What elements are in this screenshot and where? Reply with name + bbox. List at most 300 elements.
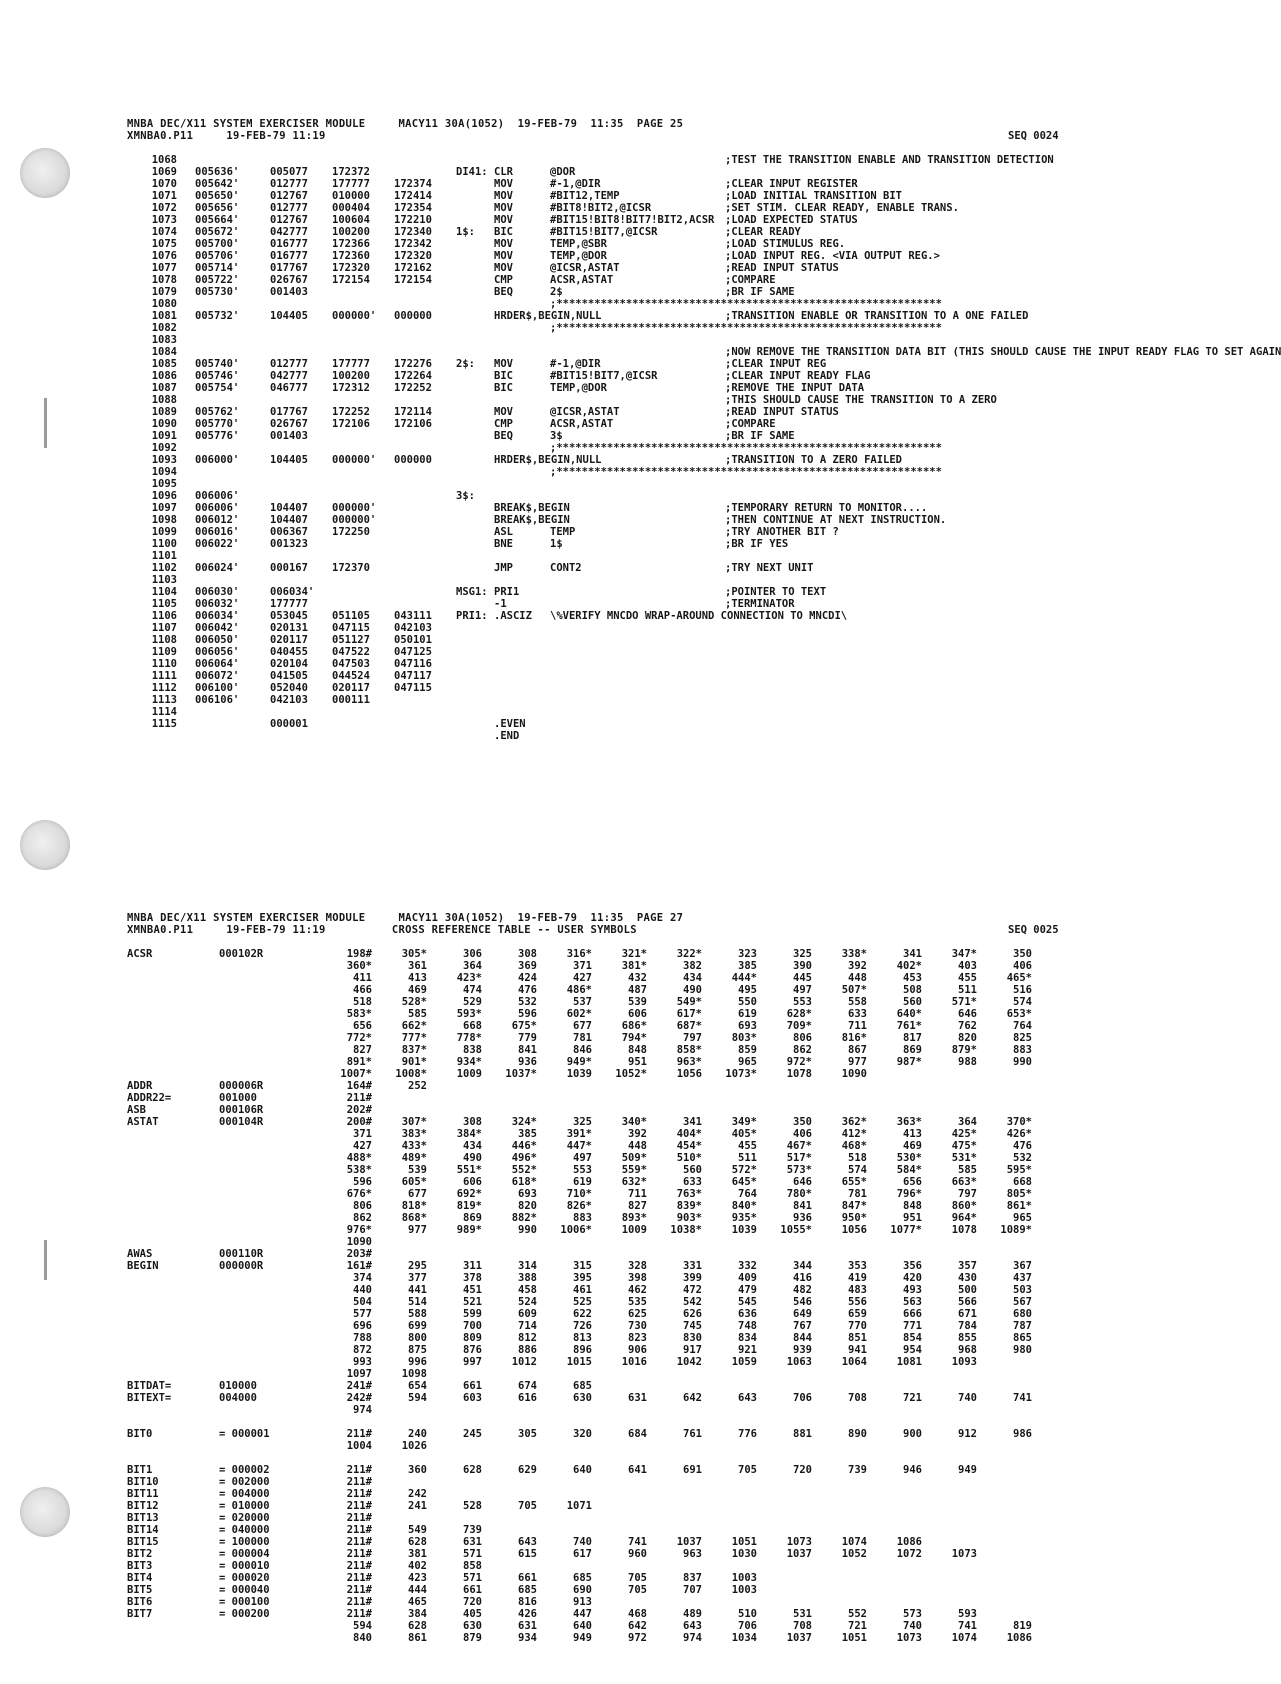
reference-line-number: 1009 [456,1068,482,1080]
line-number: 1079 [151,286,177,298]
word3: 043111 [394,610,432,622]
reference-line-number: 546 [793,1296,812,1308]
reference-line-number: 550 [738,996,757,1008]
reference-line-number: 560 [903,996,922,1008]
reference-line-number: 454* [676,1140,702,1152]
address: 005642' [195,178,240,190]
word3: 172414 [394,190,432,202]
reference-line-number: 1052 [841,1548,867,1560]
reference-line-number: 539 [628,996,647,1008]
reference-line-number: 740 [573,1536,592,1548]
reference-line-number: 710* [566,1188,592,1200]
word2: 172366 [332,238,370,250]
reference-line-number: 571* [951,996,977,1008]
line-number: 1084 [151,346,177,358]
punch-hole [20,148,70,198]
reference-line-number: 741 [958,1620,977,1632]
reference-line-number: 483 [848,1284,867,1296]
listing-line [127,178,1281,190]
symbol-name: ASB [127,1104,146,1116]
listing-line [127,274,1281,286]
reference-line-number: 412* [841,1128,867,1140]
word1: 016777 [270,250,308,262]
reference-line-number: 674 [518,1380,537,1392]
opcode: BEQ [494,286,513,298]
word2: 000000' [332,454,377,466]
reference-line-number: 840 [353,1632,372,1644]
word1: 042777 [270,370,308,382]
opcode: BIC [494,226,513,238]
reference-line-number: 395 [573,1272,592,1284]
address: 005776' [195,430,240,442]
reference-line-number: 817 [903,1032,922,1044]
reference-line-number: 677 [408,1188,427,1200]
reference-list [317,1260,1032,1272]
reference-line-number: 384* [456,1128,482,1140]
reference-line-number: 493 [903,1284,922,1296]
reference-line-number: 331 [683,1260,702,1272]
address: 005722' [195,274,240,286]
reference-line-number: 426 [518,1608,537,1620]
listing-line [127,202,1281,214]
reference-line-number: 619 [738,1008,757,1020]
reference-line-number: 954 [903,1344,922,1356]
word1: 012767 [270,214,308,226]
line-number: 1095 [151,478,177,490]
reference-line-number: 490 [683,984,702,996]
reference-line-number: 867 [848,1044,867,1056]
reference-line-number: 968 [958,1344,977,1356]
reference-line-number: 211# [346,1092,372,1104]
reference-line-number: 350 [793,1116,812,1128]
reference-line-number: 344 [793,1260,812,1272]
reference-list [317,1032,1032,1044]
address: 006100' [195,682,240,694]
reference-line-number: 390 [793,960,812,972]
listing-line [127,718,1281,730]
reference-line-number: 307* [401,1116,427,1128]
reference-line-number: 532 [518,996,537,1008]
reference-line-number: 986 [1013,1428,1032,1440]
reference-line-number: 357 [958,1260,977,1272]
symbol-name: BIT6 [127,1596,153,1608]
comment: ;LOAD STIMULUS REG. [725,238,846,250]
reference-line-number: 446* [511,1140,537,1152]
operand: 2$ [550,286,563,298]
reference-line-number: 858 [463,1560,482,1572]
reference-line-number: 794* [621,1032,647,1044]
reference-line-number: 690 [573,1584,592,1596]
reference-line-number: 411 [353,972,372,984]
word1: 053045 [270,610,308,622]
reference-line-number: 830 [683,1332,702,1344]
symbol-value: 004000 [219,1392,257,1404]
reference-line-number: 211# [346,1488,372,1500]
symbol-value: = 000100 [219,1596,270,1608]
reference-line-number: 453 [903,972,922,984]
word1: 104407 [270,502,308,514]
word2: 172370 [332,562,370,574]
reference-line-number: 686* [621,1020,647,1032]
word3: 047117 [394,670,432,682]
reference-line-number: 711 [848,1020,867,1032]
reference-line-number: 628 [408,1536,427,1548]
reference-line-number: 663* [951,1176,977,1188]
reference-line-number: 572* [731,1164,757,1176]
reference-line-number: 972* [786,1056,812,1068]
line-number: 1114 [151,706,177,718]
reference-line-number: 584* [896,1164,922,1176]
address: 005636' [195,166,240,178]
reference-line-number: 518 [353,996,372,1008]
reference-line-number: 321* [621,948,647,960]
reference-line-number: 1051 [731,1536,757,1548]
page-header-line1: MNBA DEC/X11 SYSTEM EXERCISER MODULE MACY11 30A(1052) 19-FEB-79 11:35 PAGE 27 [127,912,684,924]
line-number: 1113 [151,694,177,706]
reference-line-number: 552* [511,1164,537,1176]
reference-line-number: 676* [346,1188,372,1200]
reference-line-number: 558 [848,996,867,1008]
reference-line-number: 965 [738,1056,757,1068]
listing-line [127,226,1281,238]
reference-list [317,1296,1032,1308]
operand: ACSR,ASTAT [550,418,614,430]
reference-line-number: 1051 [841,1632,867,1644]
line-number: 1086 [151,370,177,382]
opcode: MOV [494,250,513,262]
reference-line-number: 585 [408,1008,427,1020]
opcode: BREAK$,BEGIN [494,502,570,514]
symbol-name: BEGIN [127,1260,159,1272]
symbol-value: = 000200 [219,1608,270,1620]
reference-line-number: 447* [566,1140,592,1152]
reference-line-number: 332 [738,1260,757,1272]
reference-line-number: 629 [518,1464,537,1476]
reference-line-number: 630 [463,1620,482,1632]
comment: ;LOAD EXPECTED STATUS [725,214,858,226]
symbol-name: BITEXT= [127,1392,172,1404]
reference-line-number: 989* [456,1224,482,1236]
reference-line-number: 315 [573,1260,592,1272]
opcode: ASL [494,526,513,538]
address: 006042' [195,622,240,634]
label: 3$: [456,490,475,502]
reference-list [317,1308,1032,1320]
reference-list [317,1428,1032,1440]
reference-line-number: 402 [408,1560,427,1572]
reference-line-number: 552 [848,1608,867,1620]
reference-line-number: 646 [793,1176,812,1188]
symbol-value: = 040000 [219,1524,270,1536]
reference-line-number: 585 [958,1164,977,1176]
line-number: 1115 [151,718,177,730]
reference-line-number: 467* [786,1140,812,1152]
reference-line-number: 883 [573,1212,592,1224]
reference-line-number: 509* [621,1152,647,1164]
listing-line [127,502,1281,514]
line-number: 1099 [151,526,177,538]
reference-line-number: 886 [518,1344,537,1356]
reference-line-number: 632* [621,1176,647,1188]
reference-line-number: 642 [628,1620,647,1632]
reference-line-number: 465 [408,1596,427,1608]
reference-line-number: 384 [408,1608,427,1620]
line-number: 1100 [151,538,177,550]
symbol-value: = 000004 [219,1548,270,1560]
listing-line [127,466,1281,478]
reference-line-number: 605* [401,1176,427,1188]
reference-line-number: 1078 [786,1068,812,1080]
reference-line-number: 913 [573,1596,592,1608]
reference-line-number: 671 [958,1308,977,1320]
reference-line-number: 496* [511,1152,537,1164]
opcode: CMP [494,274,513,286]
reference-line-number: 1003 [731,1584,757,1596]
reference-line-number: 381* [621,960,647,972]
comment: ;TEMPORARY RETURN TO MONITOR.... [725,502,928,514]
reference-line-number: 341 [903,948,922,960]
word1: 001323 [270,538,308,550]
symbol-name: BIT14 [127,1524,159,1536]
symbol-name: BIT5 [127,1584,153,1596]
reference-line-number: 1008* [395,1068,427,1080]
listing-line [127,214,1281,226]
reference-line-number: 537 [573,996,592,1008]
reference-line-number: 252 [408,1080,427,1092]
word3: 047115 [394,682,432,694]
word3: 172342 [394,238,432,250]
reference-line-number: 859 [738,1044,757,1056]
punch-holes [0,0,100,1684]
comment: ;TERMINATOR [725,598,795,610]
reference-line-number: 510* [676,1152,702,1164]
reference-line-number: 486* [566,984,592,996]
line-number: 1109 [151,646,177,658]
reference-line-number: 602* [566,1008,592,1020]
reference-line-number: 1007* [340,1068,372,1080]
reference-line-number: 594 [353,1620,372,1632]
reference-line-number: 841 [518,1044,537,1056]
reference-line-number: 1073* [725,1068,757,1080]
reference-line-number: 964* [951,1212,977,1224]
reference-line-number: 865 [1013,1332,1032,1344]
reference-line-number: 823 [628,1332,647,1344]
reference-line-number: 476 [1013,1140,1032,1152]
reference-line-number: 211# [346,1548,372,1560]
reference-line-number: 630 [573,1392,592,1404]
reference-line-number: 848 [903,1200,922,1212]
reference-line-number: 316* [566,948,592,960]
word1: 104405 [270,310,308,322]
reference-line-number: 350 [1013,948,1032,960]
word1: 104407 [270,514,308,526]
reference-line-number: 996 [408,1356,427,1368]
line-number: 1103 [151,574,177,586]
listing-line [127,334,1281,346]
opcode: JMP [494,562,513,574]
reference-line-number: 403 [958,960,977,972]
reference-line-number: 708 [848,1392,867,1404]
reference-line-number: 444* [731,972,757,984]
reference-line-number: 705 [628,1572,647,1584]
reference-line-number: 305 [518,1428,537,1440]
reference-line-number: 631 [518,1620,537,1632]
word1: 041505 [270,670,308,682]
reference-list [317,1200,1032,1212]
reference-list [317,1332,1032,1344]
reference-list [317,1392,1032,1404]
listing-line [127,586,1281,598]
reference-line-number: 949 [958,1464,977,1476]
reference-line-number: 1056 [841,1224,867,1236]
reference-line-number: 426* [1006,1128,1032,1140]
reference-line-number: 862 [793,1044,812,1056]
reference-line-number: 356 [903,1260,922,1272]
word3: 172264 [394,370,432,382]
reference-list [317,1008,1032,1020]
reference-line-number: 500 [958,1284,977,1296]
address: 006016' [195,526,240,538]
line-number: 1077 [151,262,177,274]
listing-line [127,370,1281,382]
reference-line-number: 901* [401,1056,427,1068]
reference-line-number: 583* [346,1008,372,1020]
word1: 177777 [270,598,308,610]
symbol-value: = 010000 [219,1500,270,1512]
line-number: 1070 [151,178,177,190]
listing-line [127,598,1281,610]
reference-line-number: 626 [683,1308,702,1320]
reference-line-number: 685 [573,1380,592,1392]
opcode: MOV [494,262,513,274]
reference-line-number: 761 [683,1428,702,1440]
reference-line-number: 553 [573,1164,592,1176]
reference-line-number: 708 [793,1620,812,1632]
reference-line-number: 437 [1013,1272,1032,1284]
reference-line-number: 551* [456,1164,482,1176]
line-number: 1073 [151,214,177,226]
reference-line-number: 934* [456,1056,482,1068]
reference-line-number: 1073 [786,1536,812,1548]
word2: 047522 [332,646,370,658]
line-number: 1075 [151,238,177,250]
reference-line-number: 976* [346,1224,372,1236]
reference-line-number: 974 [683,1632,702,1644]
scan-mark [44,1240,47,1280]
reference-line-number: 603 [463,1392,482,1404]
reference-line-number: 965 [1013,1212,1032,1224]
reference-line-number: 692* [456,1188,482,1200]
reference-list [317,984,1032,996]
reference-line-number: 424 [518,972,537,984]
symbol-value: 000110R [219,1248,264,1260]
reference-line-number: 726 [573,1320,592,1332]
reference-list [317,1116,1032,1128]
reference-list [317,1164,1032,1176]
word3: 000000 [394,310,432,322]
reference-line-number: 666 [903,1308,922,1320]
line-number: 1111 [151,670,177,682]
listing-line [127,610,1281,622]
reference-list [317,1272,1032,1284]
reference-line-number: 1074 [841,1536,867,1548]
symbol-name: BIT4 [127,1572,153,1584]
opcode: MOV [494,178,513,190]
reference-list [317,1224,1032,1236]
operand: 1$ [550,538,563,550]
comment: ;TRANSITION ENABLE OR TRANSITION TO A ONE FAILED [725,310,1029,322]
word3: 000000 [394,454,432,466]
reference-line-number: 388 [518,1272,537,1284]
reference-line-number: 489 [683,1608,702,1620]
reference-line-number: 385 [518,1128,537,1140]
reference-line-number: 675* [511,1020,537,1032]
reference-line-number: 423* [456,972,482,984]
reference-line-number: 764 [738,1188,757,1200]
reference-line-number: 906 [628,1344,647,1356]
reference-list [317,1536,922,1548]
line-number: 1102 [151,562,177,574]
word3: 172374 [394,178,432,190]
reference-line-number: 837* [401,1044,427,1056]
reference-line-number: 349* [731,1116,757,1128]
reference-line-number: 1090 [346,1236,372,1248]
reference-line-number: 917 [683,1344,702,1356]
comment: ;CLEAR INPUT REG [725,358,827,370]
opcode: .EVEN [494,718,526,730]
word1: 026767 [270,274,308,286]
reference-line-number: 606 [463,1176,482,1188]
address: 005732' [195,310,240,322]
reference-line-number: 797 [683,1032,702,1044]
symbol-name: BIT3 [127,1560,153,1572]
reference-line-number: 951 [628,1056,647,1068]
reference-line-number: 445 [793,972,812,984]
reference-line-number: 677 [573,1020,592,1032]
reference-line-number: 827 [353,1044,372,1056]
symbol-value: 000000R [219,1260,264,1272]
comment: ;CLEAR READY [725,226,801,238]
reference-line-number: 993 [353,1356,372,1368]
reference-line-number: 430 [958,1272,977,1284]
word1: 006367 [270,526,308,538]
listing-line [127,478,1281,490]
reference-line-number: 420 [903,1272,922,1284]
line-number: 1094 [151,466,177,478]
operand: #BIT15!BIT8!BIT7!BIT2,ACSR [550,214,715,226]
reference-line-number: 963 [683,1548,702,1560]
reference-line-number: 640* [896,1008,922,1020]
reference-line-number: 514 [408,1296,427,1308]
reference-line-number: 997 [463,1356,482,1368]
comment: ;LOAD INITIAL TRANSITION BIT [725,190,903,202]
reference-line-number: 503 [1013,1284,1032,1296]
reference-line-number: 819* [456,1200,482,1212]
reference-line-number: 458 [518,1284,537,1296]
reference-line-number: 353 [848,1260,867,1272]
reference-line-number: 872 [353,1344,372,1356]
reference-line-number: 528 [463,1500,482,1512]
reference-line-number: 474 [463,984,482,996]
reference-line-number: 211# [346,1560,372,1572]
word1: 040455 [270,646,308,658]
reference-list [317,1404,372,1416]
word1: 005077 [270,166,308,178]
reference-line-number: 211# [346,1476,372,1488]
reference-line-number: 705 [518,1500,537,1512]
reference-list [317,1572,757,1584]
word2: 172250 [332,526,370,538]
